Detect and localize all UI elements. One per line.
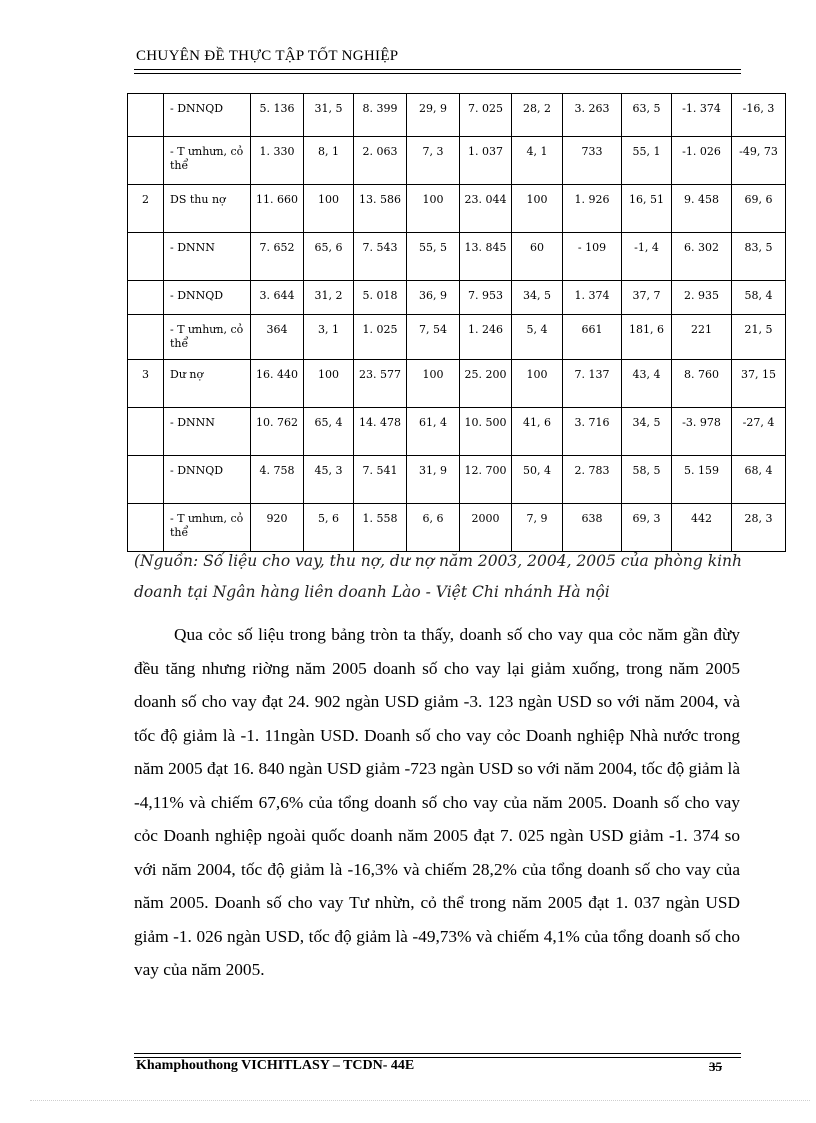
- value-cell: 6. 302: [672, 233, 732, 281]
- source-note: (Nguồn: Số liệu cho vay, thu nợ, dư nợ năm 2003, 2004, 2005 của phòng kinh doanh tại Ngân hàng liên doanh Lào - Việt Chi nhánh Hà nội: [134, 552, 743, 601]
- value-cell: 100: [512, 185, 563, 233]
- row-label-cell: DS thu nợ: [164, 185, 251, 233]
- value-cell: 100: [407, 185, 460, 233]
- value-cell: 5. 159: [672, 456, 732, 504]
- analysis-paragraph: Qua cỏc số liệu trong bảng tròn ta thấy, doanh số cho vay qua cỏc năm gần đừy đều tăng nhưng riờng năm 2005 doanh số cho vay lại giảm xuống, trong năm 2005 doanh số cho vay đạt 24. 902 ngàn USD giảm -3. 123 ngàn USD so với năm 2004, và tốc độ giảm là -1. 11ngàn USD. Doanh số cho vay cỏc Doanh nghiệp Nhà nước trong năm 2005 đạt 16. 840 ngàn USD giảm -723 ngàn USD so với năm 2004, tốc độ giảm là -4,11% và chiếm 67,6% của tổng doanh số cho vay của năm 2005. Doanh số cho vay cỏc Doanh nghiệp ngoài quốc doanh năm 2005 đạt 7. 025 ngàn USD giảm -1. 374 so với năm 2004, tốc độ giảm là -16,3% và chiếm 28,2% của tổng doanh số cho vay của năm 2005. Doanh số cho vay Tư nhừn, cỏ thể trong năm 2005 đạt 1. 037 ngàn USD giảm -1. 026 ngàn USD, tốc độ giảm là -49,73% và chiếm 4,1% của tổng doanh số cho vay của năm 2005.: [134, 625, 740, 979]
- page-bottom-edge: [30, 1100, 810, 1101]
- value-cell: 34, 5: [622, 408, 672, 456]
- value-cell: 6, 6: [407, 504, 460, 552]
- value-cell: 3. 716: [563, 408, 622, 456]
- table-row: [128, 360, 786, 408]
- row-label-cell: - DNNN: [164, 233, 251, 281]
- value-cell: 638: [563, 504, 622, 552]
- value-cell: 10. 762: [251, 408, 304, 456]
- value-cell: 7, 9: [512, 504, 563, 552]
- value-cell: 7. 541: [354, 456, 407, 504]
- row-index-cell: [128, 315, 164, 360]
- value-cell: 1. 246: [460, 315, 512, 360]
- row-index-cell: [128, 504, 164, 552]
- value-cell: 9. 458: [672, 185, 732, 233]
- page-number: 35: [709, 1059, 722, 1074]
- value-cell: 4, 1: [512, 137, 563, 185]
- value-cell: 10. 500: [460, 408, 512, 456]
- value-cell: 37, 7: [622, 281, 672, 315]
- value-cell: 7. 025: [460, 94, 512, 137]
- value-cell: 7, 54: [407, 315, 460, 360]
- value-cell: 45, 3: [304, 456, 354, 504]
- header-divider: [134, 73, 741, 74]
- value-cell: 36, 9: [407, 281, 460, 315]
- table-row: [128, 281, 786, 315]
- value-cell: 23. 044: [460, 185, 512, 233]
- table-row: [128, 94, 786, 137]
- row-index-cell: [128, 94, 164, 137]
- value-cell: -3. 978: [672, 408, 732, 456]
- row-label-cell: - T ưnhưn, cỏ thể: [164, 504, 251, 552]
- value-cell: 661: [563, 315, 622, 360]
- value-cell: 8. 760: [672, 360, 732, 408]
- row-label-cell: - DNNQD: [164, 456, 251, 504]
- value-cell: 7. 652: [251, 233, 304, 281]
- value-cell: 55, 1: [622, 137, 672, 185]
- value-cell: 12. 700: [460, 456, 512, 504]
- value-cell: 21, 5: [732, 315, 786, 360]
- value-cell: 5, 6: [304, 504, 354, 552]
- row-index-cell: 3: [128, 360, 164, 408]
- row-label-cell: - T ưnhưn, cỏ thể: [164, 315, 251, 360]
- value-cell: 1. 558: [354, 504, 407, 552]
- value-cell: 5. 018: [354, 281, 407, 315]
- value-cell: 14. 478: [354, 408, 407, 456]
- table-row: [128, 315, 786, 360]
- value-cell: 68, 4: [732, 456, 786, 504]
- value-cell: 5, 4: [512, 315, 563, 360]
- value-cell: 83, 5: [732, 233, 786, 281]
- value-cell: 25. 200: [460, 360, 512, 408]
- value-cell: 2000: [460, 504, 512, 552]
- value-cell: 63, 5: [622, 94, 672, 137]
- table-row: [128, 408, 786, 456]
- value-cell: 31, 5: [304, 94, 354, 137]
- value-cell: 3. 263: [563, 94, 622, 137]
- table-row: [128, 185, 786, 233]
- value-cell: - 109: [563, 233, 622, 281]
- value-cell: 100: [304, 185, 354, 233]
- value-cell: -16, 3: [732, 94, 786, 137]
- value-cell: -1. 026: [672, 137, 732, 185]
- loan-data-table: [127, 93, 786, 552]
- value-cell: 1. 926: [563, 185, 622, 233]
- value-cell: 442: [672, 504, 732, 552]
- value-cell: 43, 4: [622, 360, 672, 408]
- value-cell: -49, 73: [732, 137, 786, 185]
- value-cell: 7. 953: [460, 281, 512, 315]
- row-index-cell: 2: [128, 185, 164, 233]
- row-label-cell: - DNNN: [164, 408, 251, 456]
- value-cell: 3, 1: [304, 315, 354, 360]
- value-cell: 13. 586: [354, 185, 407, 233]
- value-cell: 1. 025: [354, 315, 407, 360]
- table-row: [128, 456, 786, 504]
- row-index-cell: [128, 137, 164, 185]
- row-label-cell: - DNNQD: [164, 94, 251, 137]
- value-cell: 181, 6: [622, 315, 672, 360]
- value-cell: 16. 440: [251, 360, 304, 408]
- row-index-cell: [128, 233, 164, 281]
- row-label-cell: - T ưnhưn, cỏ thể: [164, 137, 251, 185]
- value-cell: 8, 1: [304, 137, 354, 185]
- value-cell: 58, 4: [732, 281, 786, 315]
- value-cell: 7, 3: [407, 137, 460, 185]
- table-row: [128, 504, 786, 552]
- value-cell: 58, 5: [622, 456, 672, 504]
- value-cell: 34, 5: [512, 281, 563, 315]
- value-cell: 4. 758: [251, 456, 304, 504]
- value-cell: 23. 577: [354, 360, 407, 408]
- value-cell: 1. 374: [563, 281, 622, 315]
- value-cell: 920: [251, 504, 304, 552]
- value-cell: 29, 9: [407, 94, 460, 137]
- value-cell: 5. 136: [251, 94, 304, 137]
- value-cell: 16, 51: [622, 185, 672, 233]
- value-cell: 55, 5: [407, 233, 460, 281]
- row-label-cell: - DNNQD: [164, 281, 251, 315]
- value-cell: 2. 783: [563, 456, 622, 504]
- value-cell: 7. 543: [354, 233, 407, 281]
- value-cell: 37, 15: [732, 360, 786, 408]
- value-cell: 41, 6: [512, 408, 563, 456]
- value-cell: 11. 660: [251, 185, 304, 233]
- footer-divider: [134, 1053, 741, 1054]
- row-index-cell: [128, 408, 164, 456]
- value-cell: 100: [304, 360, 354, 408]
- row-index-cell: [128, 281, 164, 315]
- value-cell: 69, 3: [622, 504, 672, 552]
- value-cell: 50, 4: [512, 456, 563, 504]
- value-cell: 31, 9: [407, 456, 460, 504]
- value-cell: 60: [512, 233, 563, 281]
- value-cell: 2. 063: [354, 137, 407, 185]
- value-cell: 3. 644: [251, 281, 304, 315]
- value-cell: 1. 037: [460, 137, 512, 185]
- value-cell: 7. 137: [563, 360, 622, 408]
- table-row: [128, 233, 786, 281]
- value-cell: 100: [407, 360, 460, 408]
- value-cell: 69, 6: [732, 185, 786, 233]
- value-cell: 221: [672, 315, 732, 360]
- page-header-title: CHUYÊN ĐỀ THỰC TẬP TỐT NGHIỆP: [136, 48, 399, 64]
- value-cell: -27, 4: [732, 408, 786, 456]
- value-cell: 8. 399: [354, 94, 407, 137]
- value-cell: 100: [512, 360, 563, 408]
- value-cell: 65, 6: [304, 233, 354, 281]
- value-cell: 733: [563, 137, 622, 185]
- value-cell: 31, 2: [304, 281, 354, 315]
- value-cell: 13. 845: [460, 233, 512, 281]
- value-cell: 65, 4: [304, 408, 354, 456]
- value-cell: 1. 330: [251, 137, 304, 185]
- table-row: [128, 137, 786, 185]
- value-cell: 61, 4: [407, 408, 460, 456]
- value-cell: 2. 935: [672, 281, 732, 315]
- footer-author: Khamphouthong VICHITLASY – TCDN- 44E: [136, 1058, 415, 1073]
- value-cell: 364: [251, 315, 304, 360]
- header-divider: [134, 69, 741, 70]
- row-index-cell: [128, 456, 164, 504]
- value-cell: -1. 374: [672, 94, 732, 137]
- row-label-cell: Dư nợ: [164, 360, 251, 408]
- value-cell: -1, 4: [622, 233, 672, 281]
- value-cell: 28, 2: [512, 94, 563, 137]
- value-cell: 28, 3: [732, 504, 786, 552]
